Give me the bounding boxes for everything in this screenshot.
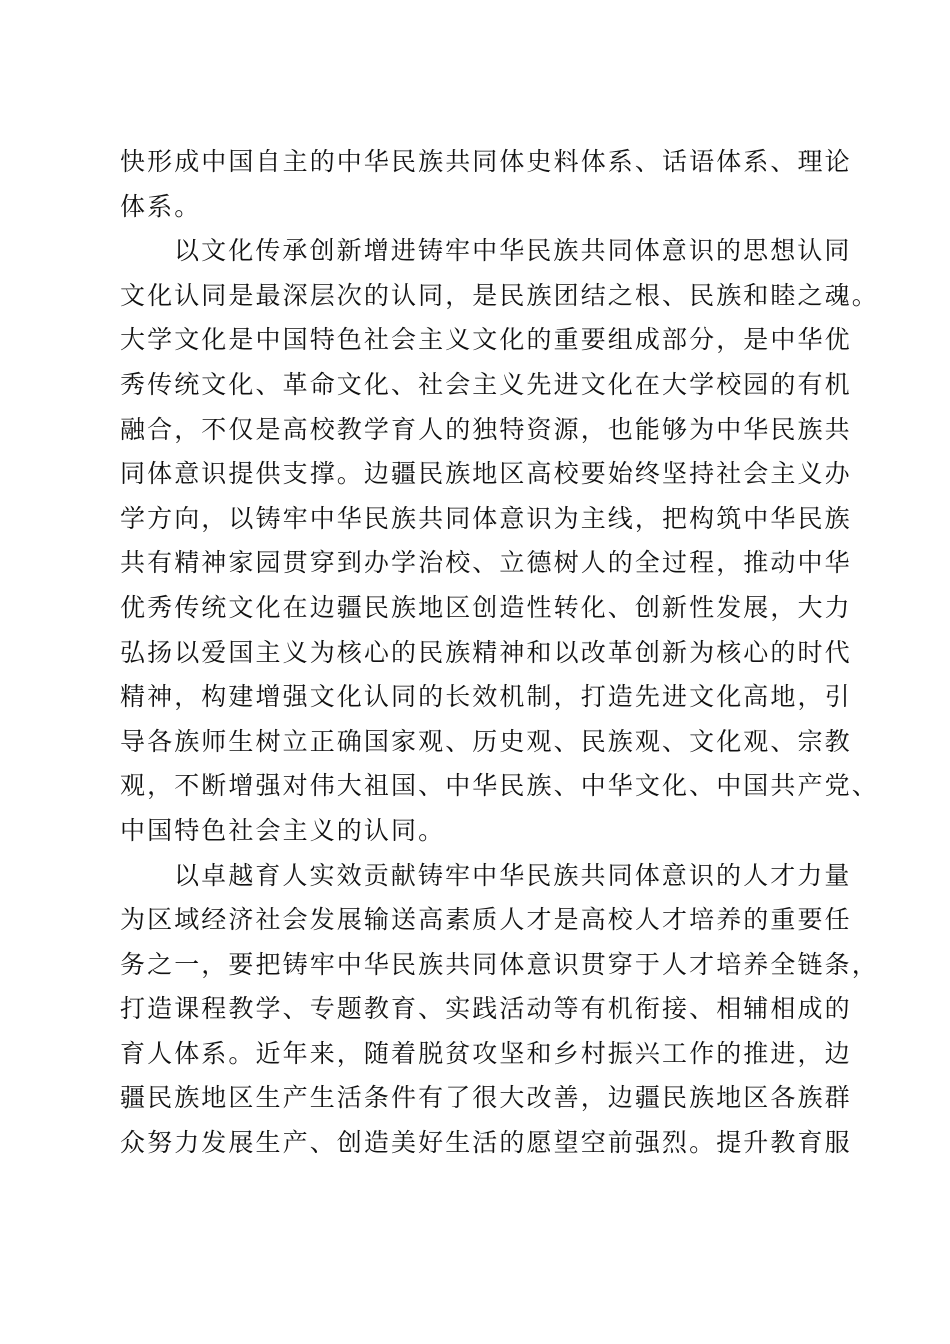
text-line: 弘扬以爱国主义为核心的民族精神和以改革创新为核心的时代: [120, 637, 852, 667]
section-heading-line: 以卓越育人实效贡献铸牢中华民族共同体意识的人才力量: [174, 860, 852, 890]
text-line: 精神，构建增强文化认同的长效机制，打造先进文化高地，引: [120, 682, 852, 712]
text-line: 体系。: [120, 191, 202, 221]
paragraph-3: [120, 854, 879, 1166]
paragraph-2: [120, 229, 879, 853]
text-line: 为区域经济社会发展输送高素质人才是高校人才培养的重要任: [120, 905, 852, 935]
text-line: 快形成中国自主的中华民族共同体史料体系、话语体系、理论: [120, 147, 852, 176]
text-line: 打造课程教学、专题教育、实践活动等有机衔接、相辅相成的: [120, 994, 852, 1024]
text-line: 务之一，要把铸牢中华民族共同体意识贯穿于人才培养全链条，: [120, 949, 879, 979]
text-line: 导各族师生树立正确国家观、历史观、民族观、文化观、宗教: [120, 726, 852, 756]
paragraph-1: [120, 140, 852, 229]
text-line: 文化认同是最深层次的认同，是民族团结之根、民族和睦之魂。: [120, 280, 879, 310]
text-line: 疆民族地区生产生活条件有了很大改善，边疆民族地区各族群: [120, 1083, 852, 1113]
text-line: 融合，不仅是高校教学育人的独特资源，也能够为中华民族共: [120, 414, 852, 444]
text-line: 中国特色社会主义的认同。: [120, 815, 446, 845]
text-line: 共有精神家园贯穿到办学治校、立德树人的全过程，推动中华: [120, 548, 852, 578]
text-line: 众努力发展生产、创造美好生活的愿望空前强烈。提升教育服: [120, 1128, 852, 1158]
text-line: 秀传统文化、革命文化、社会主义先进文化在大学校园的有机: [120, 369, 852, 399]
text-line: 大学文化是中国特色社会主义文化的重要组成部分，是中华优: [120, 325, 852, 355]
text-line: 观，不断增强对伟大祖国、中华民族、中华文化、中国共产党、: [120, 771, 879, 801]
document-body: [120, 140, 879, 1166]
section-heading-line: 以文化传承创新增进铸牢中华民族共同体意识的思想认同: [174, 236, 852, 266]
text-line: 学方向，以铸牢中华民族共同体意识为主线，把构筑中华民族: [120, 503, 852, 533]
text-line: 育人体系。近年来，随着脱贫攻坚和乡村振兴工作的推进，边: [120, 1038, 852, 1068]
text-line: 同体意识提供支撑。边疆民族地区高校要始终坚持社会主义办: [120, 459, 852, 489]
text-line: 优秀传统文化在边疆民族地区创造性转化、创新性发展，大力: [120, 592, 852, 622]
